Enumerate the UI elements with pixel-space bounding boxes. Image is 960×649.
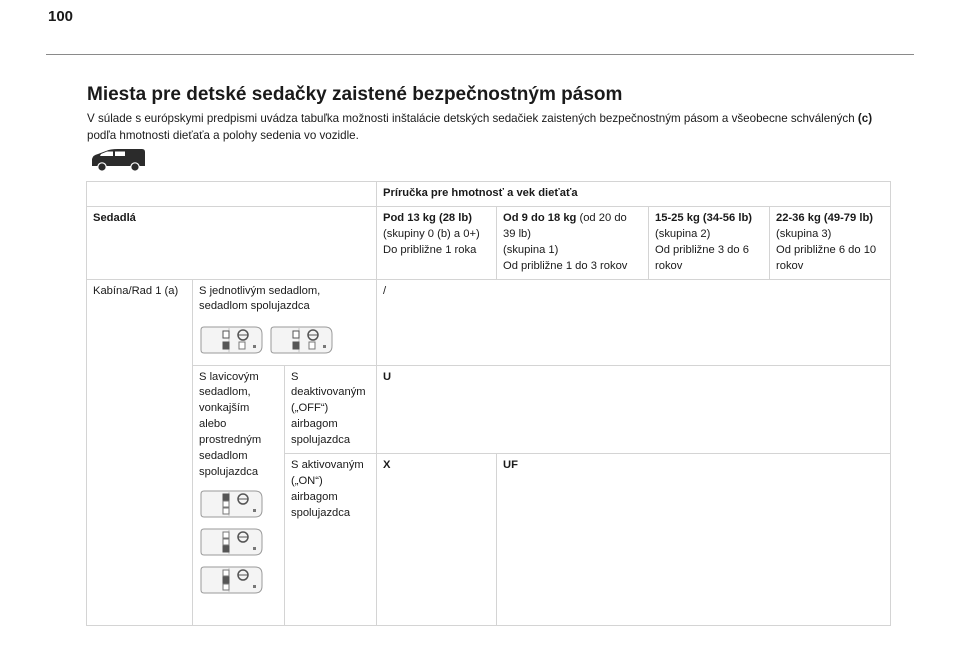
page-title: Miesta pre detské sedačky zaistené bezpečnostným pásom: [87, 84, 623, 105]
weight-group-title-extra: (od 20 do 39 lb): [503, 211, 627, 240]
airbag-off-label: S deaktivovaným („OFF“) airbagom spolujazdca: [285, 365, 377, 454]
weight-group-line: Od približne 3 do 6 rokov: [655, 243, 749, 272]
airbag-on-value: X: [377, 454, 497, 626]
seat-map-icon: [199, 527, 265, 557]
intro-note-ref: (c): [857, 112, 873, 125]
single-seat-label: S jednotlivým sedadlom, sedadlom spolujazdca: [199, 284, 321, 313]
weight-group-cell: [497, 206, 649, 279]
intro-text: V súlade s európskymi predpismi uvádza tabuľka možnosti inštalácie detských sedačiek zaistených bezpečnostným pásom a všeobecne schválených: [87, 112, 858, 125]
weight-group-line: (skupina 2): [655, 227, 711, 240]
seats-header: Sedadlá: [87, 206, 377, 279]
header-group: Príručka pre hmotnosť a vek dieťaťa: [377, 182, 891, 207]
row-label-cabin: Kabína/Rad 1 (a): [87, 279, 193, 626]
weight-group-line: (skupiny 0 (b) a 0+): [383, 227, 480, 240]
weight-group-title: 15-25 kg (34-56 lb): [655, 211, 753, 224]
weight-group-line: (skupina 3): [776, 227, 832, 240]
seat-map-icon: [199, 325, 265, 355]
single-seat-value: /: [377, 279, 891, 365]
bench-seat-cell: [193, 365, 285, 626]
intro-text-end: podľa hmotnosti dieťaťa a polohy sedenia vo vozidle.: [87, 128, 359, 142]
page-number: 100: [48, 8, 74, 25]
weight-group-title: Pod 13 kg (28 lb): [383, 211, 472, 224]
airbag-on-label: S aktivovaným („ON“) airbagom spolujazdca: [285, 454, 377, 626]
seat-map-icon: [199, 565, 265, 595]
weight-group-line: Od približne 6 do 10 rokov: [776, 243, 877, 272]
weight-group-title: 22-36 kg (49-79 lb): [776, 211, 874, 224]
weight-group-line: (skupina 1): [503, 243, 559, 256]
top-rule: [46, 54, 914, 55]
weight-group-cell: [377, 206, 497, 279]
single-seat-cell: [193, 279, 377, 365]
weight-group-cell: [649, 206, 770, 279]
weight-group-title: Od 9 do 18 kg: [503, 211, 577, 224]
weight-group-line: Od približne 1 do 3 rokov: [503, 259, 628, 272]
intro-paragraph: [87, 111, 897, 145]
seat-map-icon: [199, 489, 265, 519]
van-icon: [88, 147, 148, 173]
airbag-off-value: U: [377, 365, 891, 454]
weight-group-cell: [770, 206, 891, 279]
airbag-on-value: UF: [497, 454, 891, 626]
header-empty-cell: [87, 182, 377, 207]
weight-group-line: Do približne 1 roka: [383, 243, 477, 256]
bench-seat-label: S lavicovým sedadlom, vonkajším alebo prostredným sedadlom spolujazdca: [199, 370, 262, 478]
child-seat-table: [86, 181, 890, 609]
seat-map-icon: [269, 325, 335, 355]
